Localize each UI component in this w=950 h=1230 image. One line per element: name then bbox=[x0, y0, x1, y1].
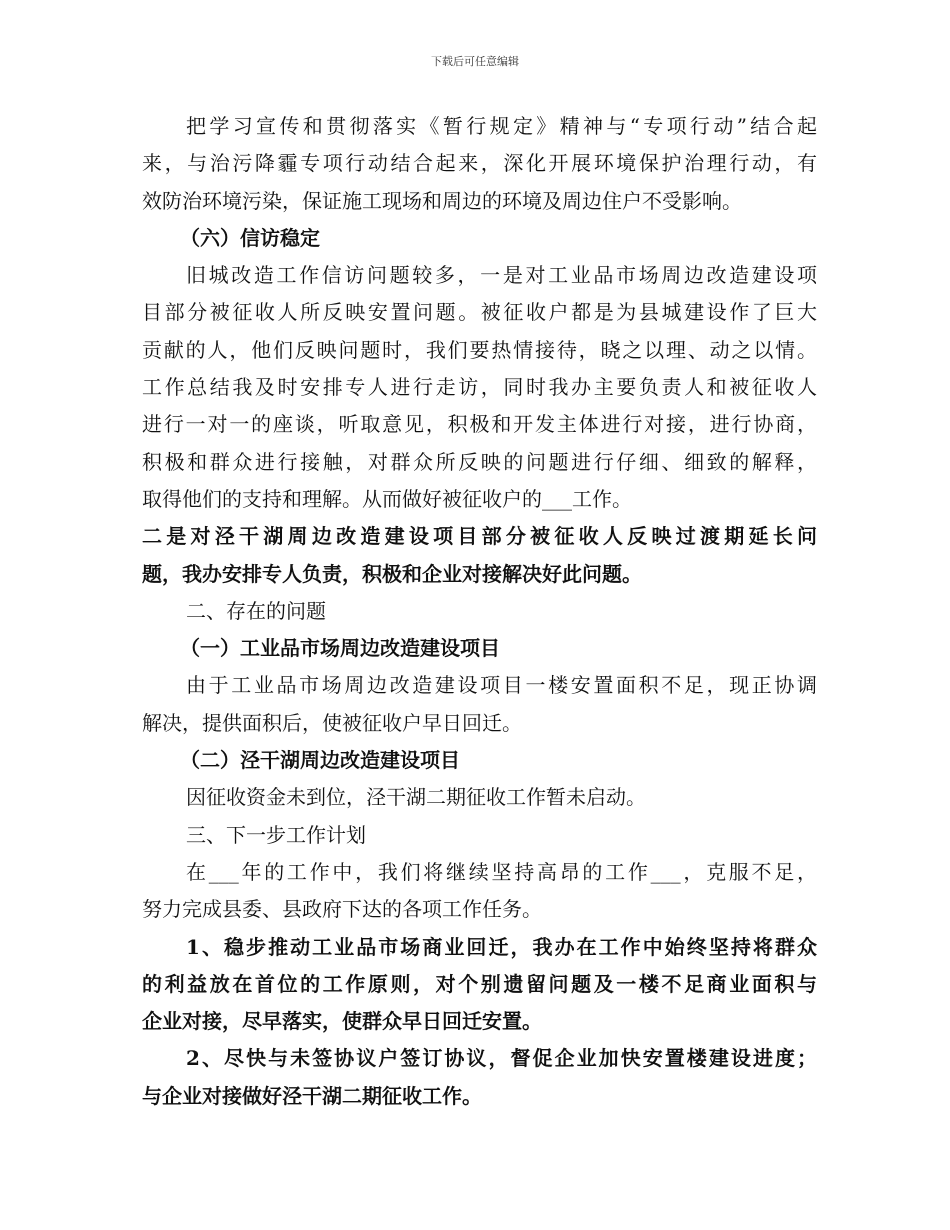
document-body bbox=[142, 108, 817, 1115]
text-line: 工作总结我及时安排专人进行走访，同时我办主要负责人和被征收人 bbox=[142, 375, 817, 400]
section-heading: （六）信访稳定 bbox=[180, 225, 320, 250]
text-line: 二是对泾干湖周边改造建设项目部分被征收人反映过渡期延长问 bbox=[142, 524, 817, 549]
text-line: 企业对接，尽早落实，使群众早日回迁安置。 bbox=[142, 1009, 542, 1034]
text-line: 努力完成县委、县政府下达的各项工作任务。 bbox=[142, 897, 542, 922]
text-line: 目部分被征收人所反映安置问题。被征收户都是为县城建设作了巨大 bbox=[142, 300, 817, 325]
text-line: 取得他们的支持和理解。从而做好被征收户的___工作。 bbox=[142, 486, 632, 511]
text-line: 旧城改造工作信访问题较多，一是对工业品市场周边改造建设项 bbox=[186, 263, 817, 288]
section-heading: 三、下一步工作计划 bbox=[186, 822, 366, 847]
text-line: 积极和群众进行接触，对群众所反映的问题进行仔细、细致的解释， bbox=[142, 449, 817, 474]
section-heading: （一）工业品市场周边改造建设项目 bbox=[180, 636, 500, 661]
text-line: 1、稳步推动工业品市场商业回迁，我办在工作中始终坚持将群众 bbox=[186, 934, 817, 959]
text-line: 2、尽快与未签协议户签订协议，督促企业加快安置楼建设进度； bbox=[186, 1046, 817, 1071]
section-heading: （二）泾干湖周边改造建设项目 bbox=[180, 748, 460, 773]
text-line: 把学习宣传和贯彻落实《暂行规定》精神与“专项行动”结合起 bbox=[186, 114, 817, 138]
text-line: 因征收资金未到位，泾干湖二期征收工作暂未启动。 bbox=[186, 785, 646, 810]
text-line: 解决，提供面积后，使被征收户早日回迁。 bbox=[142, 710, 522, 735]
text-line: 在___年的工作中，我们将继续坚持高昂的工作___，克服不足， bbox=[186, 859, 817, 884]
text-line: 与企业对接做好泾干湖二期征收工作。 bbox=[142, 1083, 482, 1108]
text-line: 贡献的人，他们反映问题时，我们要热情接待，晓之以理、动之以情。 bbox=[142, 337, 817, 362]
text-line: 来，与治污降霾专项行动结合起来，深化开展环境保护治理行动，有 bbox=[142, 151, 817, 176]
text-line: 由于工业品市场周边改造建设项目一楼安置面积不足，现正协调 bbox=[186, 673, 817, 698]
section-heading: 二、存在的问题 bbox=[186, 598, 326, 623]
text-line: 题，我办安排专人负责，积极和企业对接解决好此问题。 bbox=[142, 561, 642, 586]
page-header: 下载后可任意编辑 bbox=[431, 55, 519, 68]
text-line: 的利益放在首位的工作原则，对个别遗留问题及一楼不足商业面积与 bbox=[142, 971, 817, 996]
text-line: 效防治环境污染，保证施工现场和周边的环境及周边住户不受影响。 bbox=[142, 188, 742, 213]
text-line: 进行一对一的座谈，听取意见，积极和开发主体进行对接，进行协商， bbox=[142, 412, 817, 437]
